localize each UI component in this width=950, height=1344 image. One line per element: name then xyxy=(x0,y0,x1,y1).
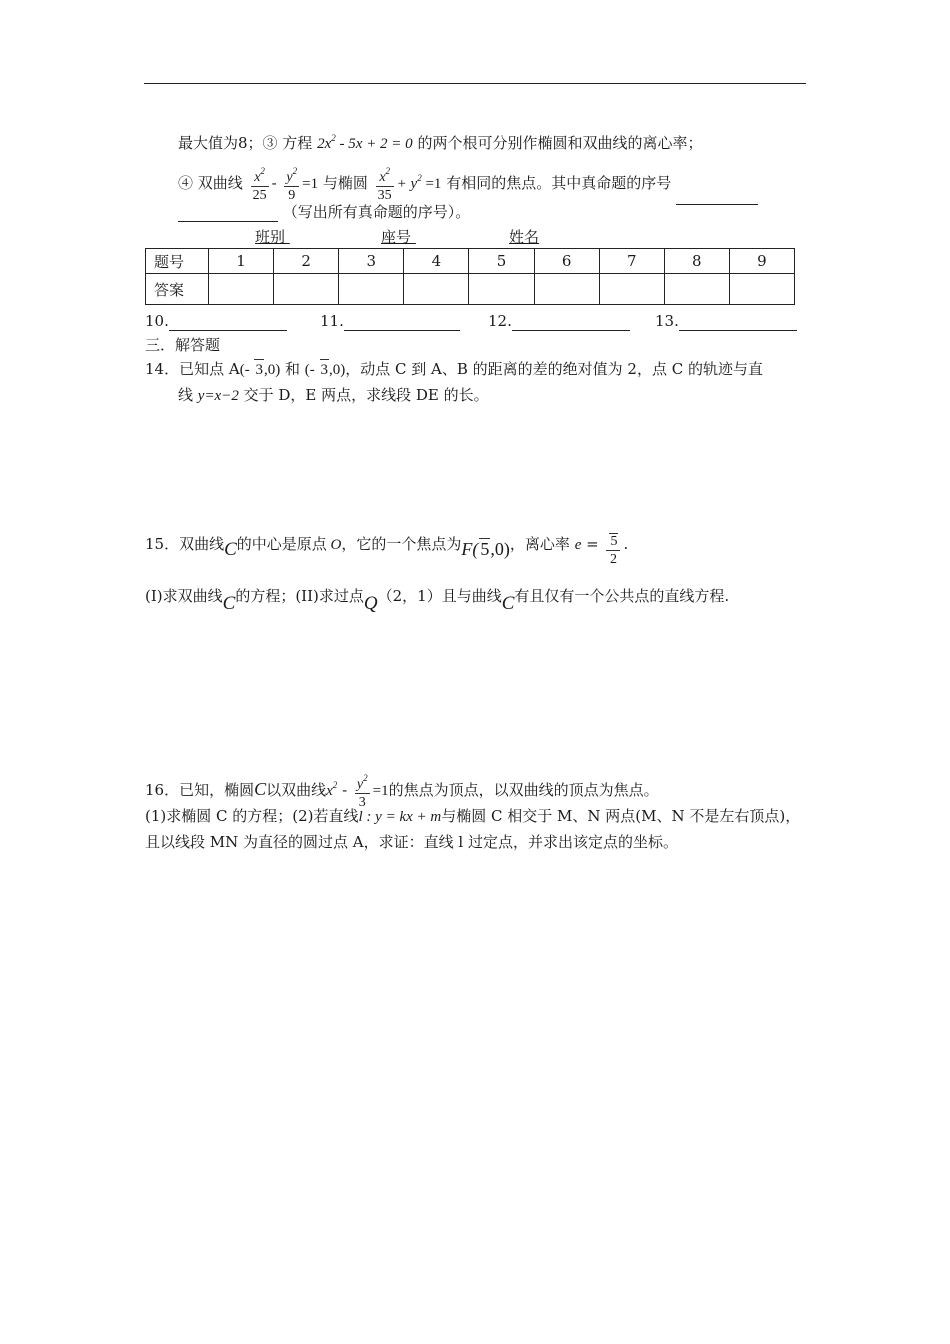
intro-text: ④ 双曲线 xyxy=(178,174,243,192)
answer-cell[interactable] xyxy=(209,274,274,305)
answer-blank[interactable] xyxy=(512,314,630,331)
answer-cell[interactable] xyxy=(274,274,339,305)
answer-blank[interactable] xyxy=(169,314,287,331)
table-row xyxy=(146,274,795,305)
answer-cell[interactable] xyxy=(534,274,599,305)
answer-blank[interactable] xyxy=(178,205,278,222)
fraction-root5-over-2: $\frac{5}{2}$ xyxy=(606,533,620,569)
intro-text: 的两个根可分别作椭圆和双曲线的离心率； xyxy=(417,134,703,152)
answer-blank[interactable] xyxy=(676,188,758,205)
table-row xyxy=(146,249,795,274)
q14-text: ，动点 C 到 A、B 的距离的差的绝对值为 2，点 C 的轨迹与直 xyxy=(345,360,763,378)
q16-line-2 xyxy=(145,806,800,827)
q15-text: 有且仅有一个公共点的直线方程. xyxy=(514,587,730,605)
blank-11 xyxy=(320,311,460,331)
name-label: 姓名 xyxy=(509,228,540,246)
q14-text: 线 xyxy=(178,386,198,404)
question-number: 2 xyxy=(274,249,339,274)
fraction-y2-3: $\frac{y^2}{3}$ xyxy=(355,770,370,812)
row-label-number: 题号 xyxy=(146,249,209,274)
q15-text: 的中心是原点 xyxy=(236,535,327,553)
intro-line-2: ④ 双曲线 $\frac{x^2}{25}$ - $\frac{y^2}{9}$ =1 与椭圆 $\frac{x^2}{35}$ + $y^2 =1$ 有相同的焦点。其中真命题的序号 xyxy=(178,163,758,205)
question-number: 9 xyxy=(729,249,794,274)
q14-line-2 xyxy=(178,385,489,406)
intro-text: 与椭圆 xyxy=(322,174,368,192)
fraction-x2-35: $\frac{x^2}{35}$ xyxy=(376,163,394,205)
fraction-y2-9: $\frac{y^2}{9}$ xyxy=(284,163,299,205)
q14-line-1: 14．已知点 A(- 3,0) 和 (- 3,0)，动点 C 到 A、B 的距离的差的绝对值为 2，点 C 的轨迹与直 xyxy=(145,360,763,378)
intro-text: （写出所有真命题的序号）。 xyxy=(282,203,471,221)
answer-cell[interactable] xyxy=(469,274,534,305)
answer-cell[interactable] xyxy=(339,274,404,305)
q16-line-1: 16．已知，椭圆C以双曲线$x^2$ - $\frac{y^2}{3}$ =1的焦点为顶点，以双曲线的顶点为焦点。 xyxy=(145,770,659,812)
answer-table xyxy=(145,248,795,305)
blank-number: 10. xyxy=(145,312,169,330)
q15-text: (I)求双曲线 xyxy=(145,587,223,605)
q16-text: (1)求椭圆 C 的方程；(2)若直线 xyxy=(145,807,359,825)
question-number: 7 xyxy=(599,249,664,274)
q14-text: 交于 D，E 两点，求线段 DE 的长。 xyxy=(238,386,489,404)
answer-cell[interactable] xyxy=(729,274,794,305)
q16-text: 的焦点为顶点，以双曲线的顶点为焦点。 xyxy=(388,781,659,799)
question-number: 1 xyxy=(209,249,274,274)
student-info xyxy=(255,227,539,247)
intro-text: 有相同的焦点。其中真命题的序号 xyxy=(446,174,672,192)
q15-line-2: (I)求双曲线C的方程；(II)求过点Q（2，1）且与曲线C有且仅有一个公共点的直线方程. xyxy=(145,587,730,614)
line-equation: y=x−2 xyxy=(197,388,239,404)
equation-quadratic: $2x^2 - 5x + 2 = 0$ xyxy=(317,133,413,152)
q14-text: 14．已知点 A xyxy=(145,360,240,378)
q15-text: ，离心率 xyxy=(509,535,570,553)
row-label-answer: 答案 xyxy=(146,274,209,305)
class-label: 班别 xyxy=(255,228,286,246)
question-number: 5 xyxy=(469,249,534,274)
answer-cell[interactable] xyxy=(404,274,469,305)
question-number: 3 xyxy=(339,249,404,274)
blank-13 xyxy=(655,311,797,331)
intro-line-1 xyxy=(178,128,702,154)
answer-cell[interactable] xyxy=(664,274,729,305)
answer-cell[interactable] xyxy=(599,274,664,305)
blank-number: 13. xyxy=(655,312,679,330)
q15-text: 15．双曲线 xyxy=(145,535,225,553)
q16-text: 16．已知，椭圆 xyxy=(145,781,255,799)
q15-text: 的方程；(II)求过点 xyxy=(235,587,364,605)
answer-blank[interactable] xyxy=(344,314,460,331)
q16-text: 与椭圆 C 相交于 M、N 两点(M、N 不是左右顶点)， xyxy=(441,807,801,825)
intro-text: 最大值为8；③ 方程 xyxy=(178,134,313,152)
answer-blank[interactable] xyxy=(679,314,797,331)
blank-number: 11. xyxy=(320,312,344,330)
q15-text: ，它的一个焦点为 xyxy=(341,535,462,553)
q14-text: 和 xyxy=(280,360,305,378)
fraction-x2-25: $\frac{x^2}{25}$ xyxy=(251,163,269,205)
blank-12 xyxy=(488,311,630,331)
question-number: 6 xyxy=(534,249,599,274)
q15-text: （2，1）且与曲线 xyxy=(377,587,502,605)
q16-text: 以双曲线 xyxy=(266,781,327,799)
question-number: 8 xyxy=(664,249,729,274)
header-rule xyxy=(144,83,806,84)
q15-line-1: 15．双曲线C的中心是原点 O，它的一个焦点为F( 5,0)，离心率 e = $\frac{5}{2}$ . xyxy=(145,534,629,567)
seat-label: 座号 xyxy=(381,228,412,246)
line-equation: l : y = kx + m xyxy=(358,809,442,825)
blank-10 xyxy=(145,311,287,331)
question-number: 4 xyxy=(404,249,469,274)
intro-line-3 xyxy=(178,202,470,222)
q16-line-3: 且以线段 MN 为直径的圆过点 A，求证：直线 l 过定点，并求出该定点的坐标。 xyxy=(145,833,678,851)
blank-number: 12. xyxy=(488,312,512,330)
section-heading: 三．解答题 xyxy=(145,336,221,354)
